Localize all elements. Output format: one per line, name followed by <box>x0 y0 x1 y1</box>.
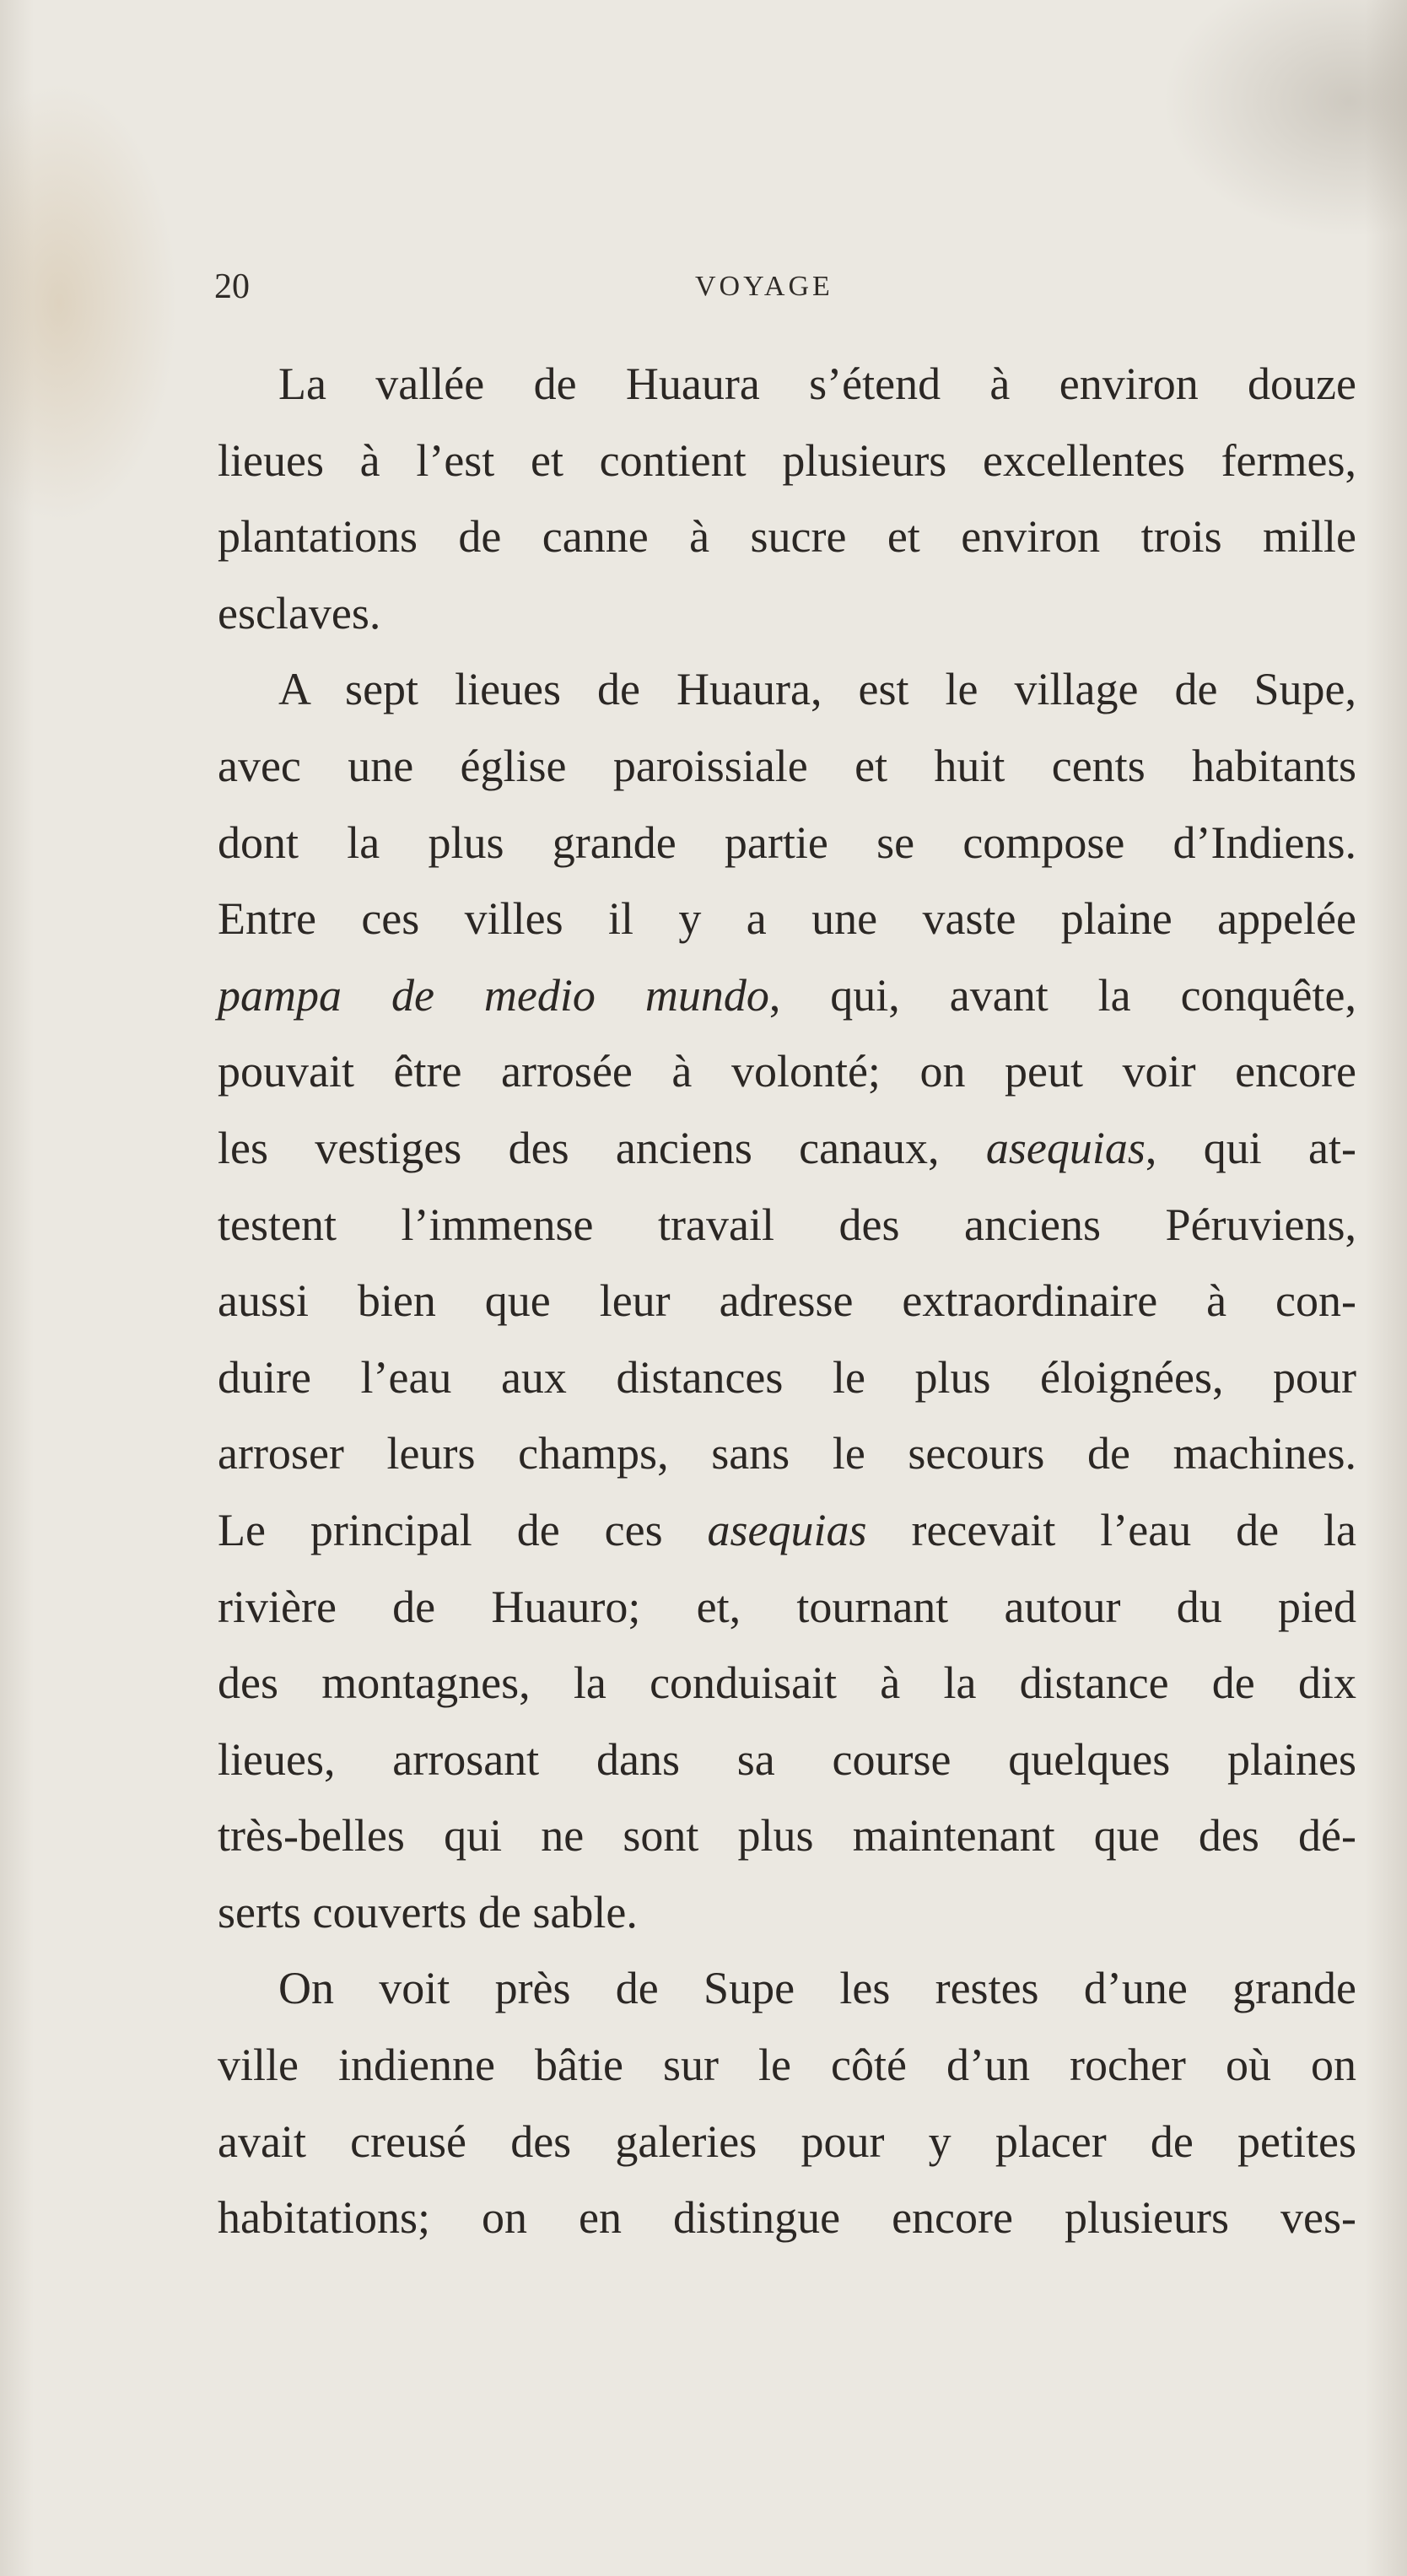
text-line: On voit près de Supe les restes d’une grande <box>278 1963 1356 2014</box>
italic-text: pampa de medio mundo <box>218 969 769 1021</box>
text-line: arroser leurs champs, sans le secours de machines. <box>218 1428 1356 1479</box>
text-line: lieues à l’est et contient plusieurs excellentes fermes, <box>218 434 1356 486</box>
text-segment: recevait l’eau de la <box>866 1504 1356 1555</box>
page-header <box>214 265 1361 315</box>
text-line: ville indienne bâtie sur le côté d’un rocher où on <box>218 2040 1356 2091</box>
text-line: avec une église paroissiale et huit cents habitants <box>218 740 1356 791</box>
text-line: dont la plus grande partie se compose d’Indiens. <box>218 816 1356 868</box>
text-line: A sept lieues de Huaura, est le village de Supe, <box>278 664 1356 715</box>
text-line: testent l’immense travail des anciens Péruviens, <box>218 1199 1356 1250</box>
italic-text: asequias <box>985 1122 1146 1173</box>
text-line: pouvait être arrosée à volonté; on peut voir encore <box>218 1046 1356 1097</box>
page-number: 20 <box>214 267 250 306</box>
text-line: rivière de Huauro; et, tournant autour du pied <box>218 1581 1356 1632</box>
text-line <box>218 1110 1356 1187</box>
text-line <box>218 957 1356 1034</box>
running-head: VOYAGE <box>695 271 833 302</box>
text-segment: les vestiges des anciens canaux, <box>218 1122 986 1173</box>
text-line: serts couverts de sable. <box>218 1886 638 1937</box>
text-line: plantations de canne à sucre et environ trois mille <box>218 511 1356 563</box>
text-line: habitations; on en distingue encore plusieurs ves- <box>218 2192 1356 2244</box>
text-segment: Le principal de ces <box>218 1504 708 1555</box>
text-line: aussi bien que leur adresse extraordinaire à con- <box>218 1275 1356 1327</box>
text-line: Entre ces villes il y a une vaste plaine appelée <box>218 893 1356 945</box>
text-line: lieues, arrosant dans sa course quelques plaines <box>218 1733 1356 1785</box>
text-segment: , qui, avant la conquête, <box>768 969 1356 1021</box>
italic-text: asequias <box>707 1504 867 1555</box>
text-line: très-belles qui ne sont plus maintenant que des dé- <box>218 1810 1356 1862</box>
text-line: esclaves. <box>218 587 381 639</box>
text-line: des montagnes, la conduisait à la distance de dix <box>218 1657 1356 1709</box>
text-line: duire l’eau aux distances le plus éloignées, pour <box>218 1351 1356 1403</box>
text-line: La vallée de Huaura s’étend à environ douze <box>278 358 1356 409</box>
body-text <box>218 346 1356 2256</box>
text-line: avait creusé des galeries pour y placer de petites <box>218 2115 1356 2167</box>
text-line <box>218 1492 1356 1569</box>
text-segment: , qui at- <box>1145 1122 1356 1173</box>
